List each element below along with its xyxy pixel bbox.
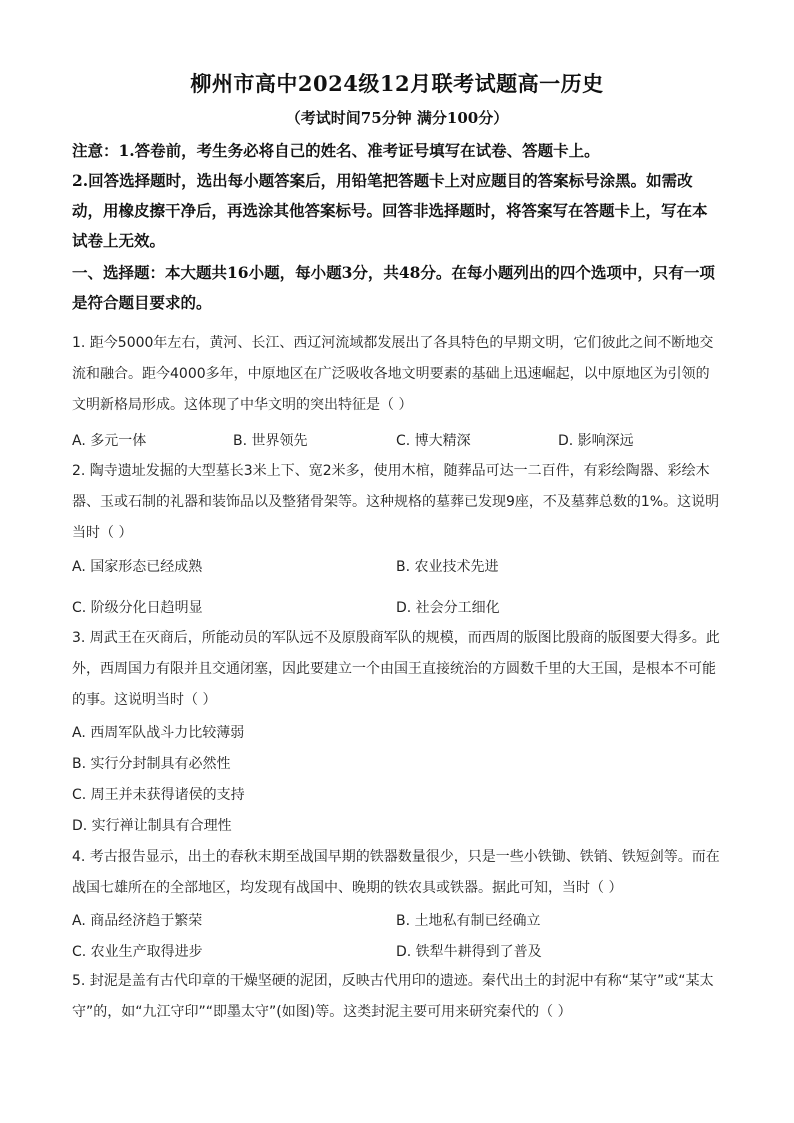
exam-title: 柳州市高中2024级12月联考试题高一历史 — [190, 71, 604, 96]
notice-line-2: 2.回答选择题时，选出每小题答案后，用铅笔把答题卡上对应题目的答案标号涂黑。如需改动，用橡皮擦干净后，再选涂其他答案标号。回答非选择题时，将答案写在答题卡上，写在本试卷上无效。 — [72, 171, 708, 250]
question-3-option-c[interactable]: C. 周王并未获得诸侯的支持 — [72, 787, 245, 803]
question-1-stem: 1. 距今5000年左右，黄河、长江、西辽河流域都发展出了各具特色的早期文明，它们彼此之间不断地交流和融合。距今4000多年，中原地区在广泛吸收各地文明要素的基础上迅速崛起，以中原地区为引领的文明新格局形成。这体现了中华文明的突出特征是（ ） — [72, 335, 714, 413]
notice-line-1: 注意：1.答卷前，考生务必将自己的姓名、准考证号填写在试卷、答题卡上。 — [72, 141, 600, 160]
question-2-options-row-2 — [72, 597, 722, 619]
question-2-stem: 2. 陶寺遗址发掘的大型墓长3米上下、宽2米多，使用木棺，随葬品可达一二百件，有彩绘陶器、彩绘木器、玉或石制的礼器和装饰品以及整猪骨架等。这种规格的墓葬已发现9座，不及墓葬总数的1%。这说明当时（ ） — [72, 463, 720, 541]
question-1-options — [72, 430, 722, 452]
section-heading: 一、选择题：本大题共16小题，每小题3分，共48分。在每小题列出的四个选项中，只有一项是符合题目要求的。 — [72, 263, 715, 312]
question-1-option-a[interactable]: A. 多元一体 — [72, 433, 147, 449]
question-3-option-a[interactable]: A. 西周军队战斗力比较薄弱 — [72, 725, 245, 741]
question-3-stem: 3. 周武王在灭商后，所能动员的军队远不及原殷商军队的规模，而西周的版图比殷商的版图要大得多。此外，西周国力有限并且交通闭塞，因此要建立一个由国王直接统治的方圆数千里的大王国，是根本不可能的事。这说明当时（ ） — [72, 630, 720, 708]
question-1-option-d[interactable]: D. 影响深远 — [558, 433, 634, 449]
question-4-options-row-2 — [72, 941, 722, 963]
question-5-stem: 5. 封泥是盖有古代印章的干燥坚硬的泥团，反映古代用印的遗迹。秦代出土的封泥中有称“某守”或“某太守”的，如“九江守印”“即墨太守”(如图)等。这类封泥主要可用来研究秦代的（ ） — [72, 973, 714, 1020]
question-4-option-d[interactable]: D. 铁犁牛耕得到了普及 — [396, 944, 542, 960]
question-2-option-c[interactable]: C. 阶级分化日趋明显 — [72, 600, 203, 616]
question-1-option-b[interactable]: B. 世界领先 — [233, 433, 308, 449]
question-4-option-c[interactable]: C. 农业生产取得进步 — [72, 944, 203, 960]
question-3-option-b[interactable]: B. 实行分封制具有必然性 — [72, 756, 231, 772]
question-4-option-b[interactable]: B. 土地私有制已经确立 — [396, 913, 541, 929]
question-2-options-row-1 — [72, 556, 722, 578]
exam-subtitle: （考试时间75分钟 满分100分） — [285, 109, 509, 127]
question-2-option-b[interactable]: B. 农业技术先进 — [396, 559, 499, 575]
question-2-option-d[interactable]: D. 社会分工细化 — [396, 600, 500, 616]
question-4-stem: 4. 考古报告显示，出土的春秋末期至战国早期的铁器数量很少，只是一些小铁锄、铁销、铁短剑等。而在战国七雄所在的全部地区，均发现有战国中、晚期的铁农具或铁器。据此可知，当时（ ） — [72, 849, 720, 896]
question-3-option-d[interactable]: D. 实行禅让制具有合理性 — [72, 818, 232, 834]
question-4-option-a[interactable]: A. 商品经济趋于繁荣 — [72, 913, 203, 929]
question-1-option-c[interactable]: C. 博大精深 — [396, 433, 471, 449]
question-2-option-a[interactable]: A. 国家形态已经成熟 — [72, 559, 203, 575]
question-4-options-row-1 — [72, 910, 722, 932]
